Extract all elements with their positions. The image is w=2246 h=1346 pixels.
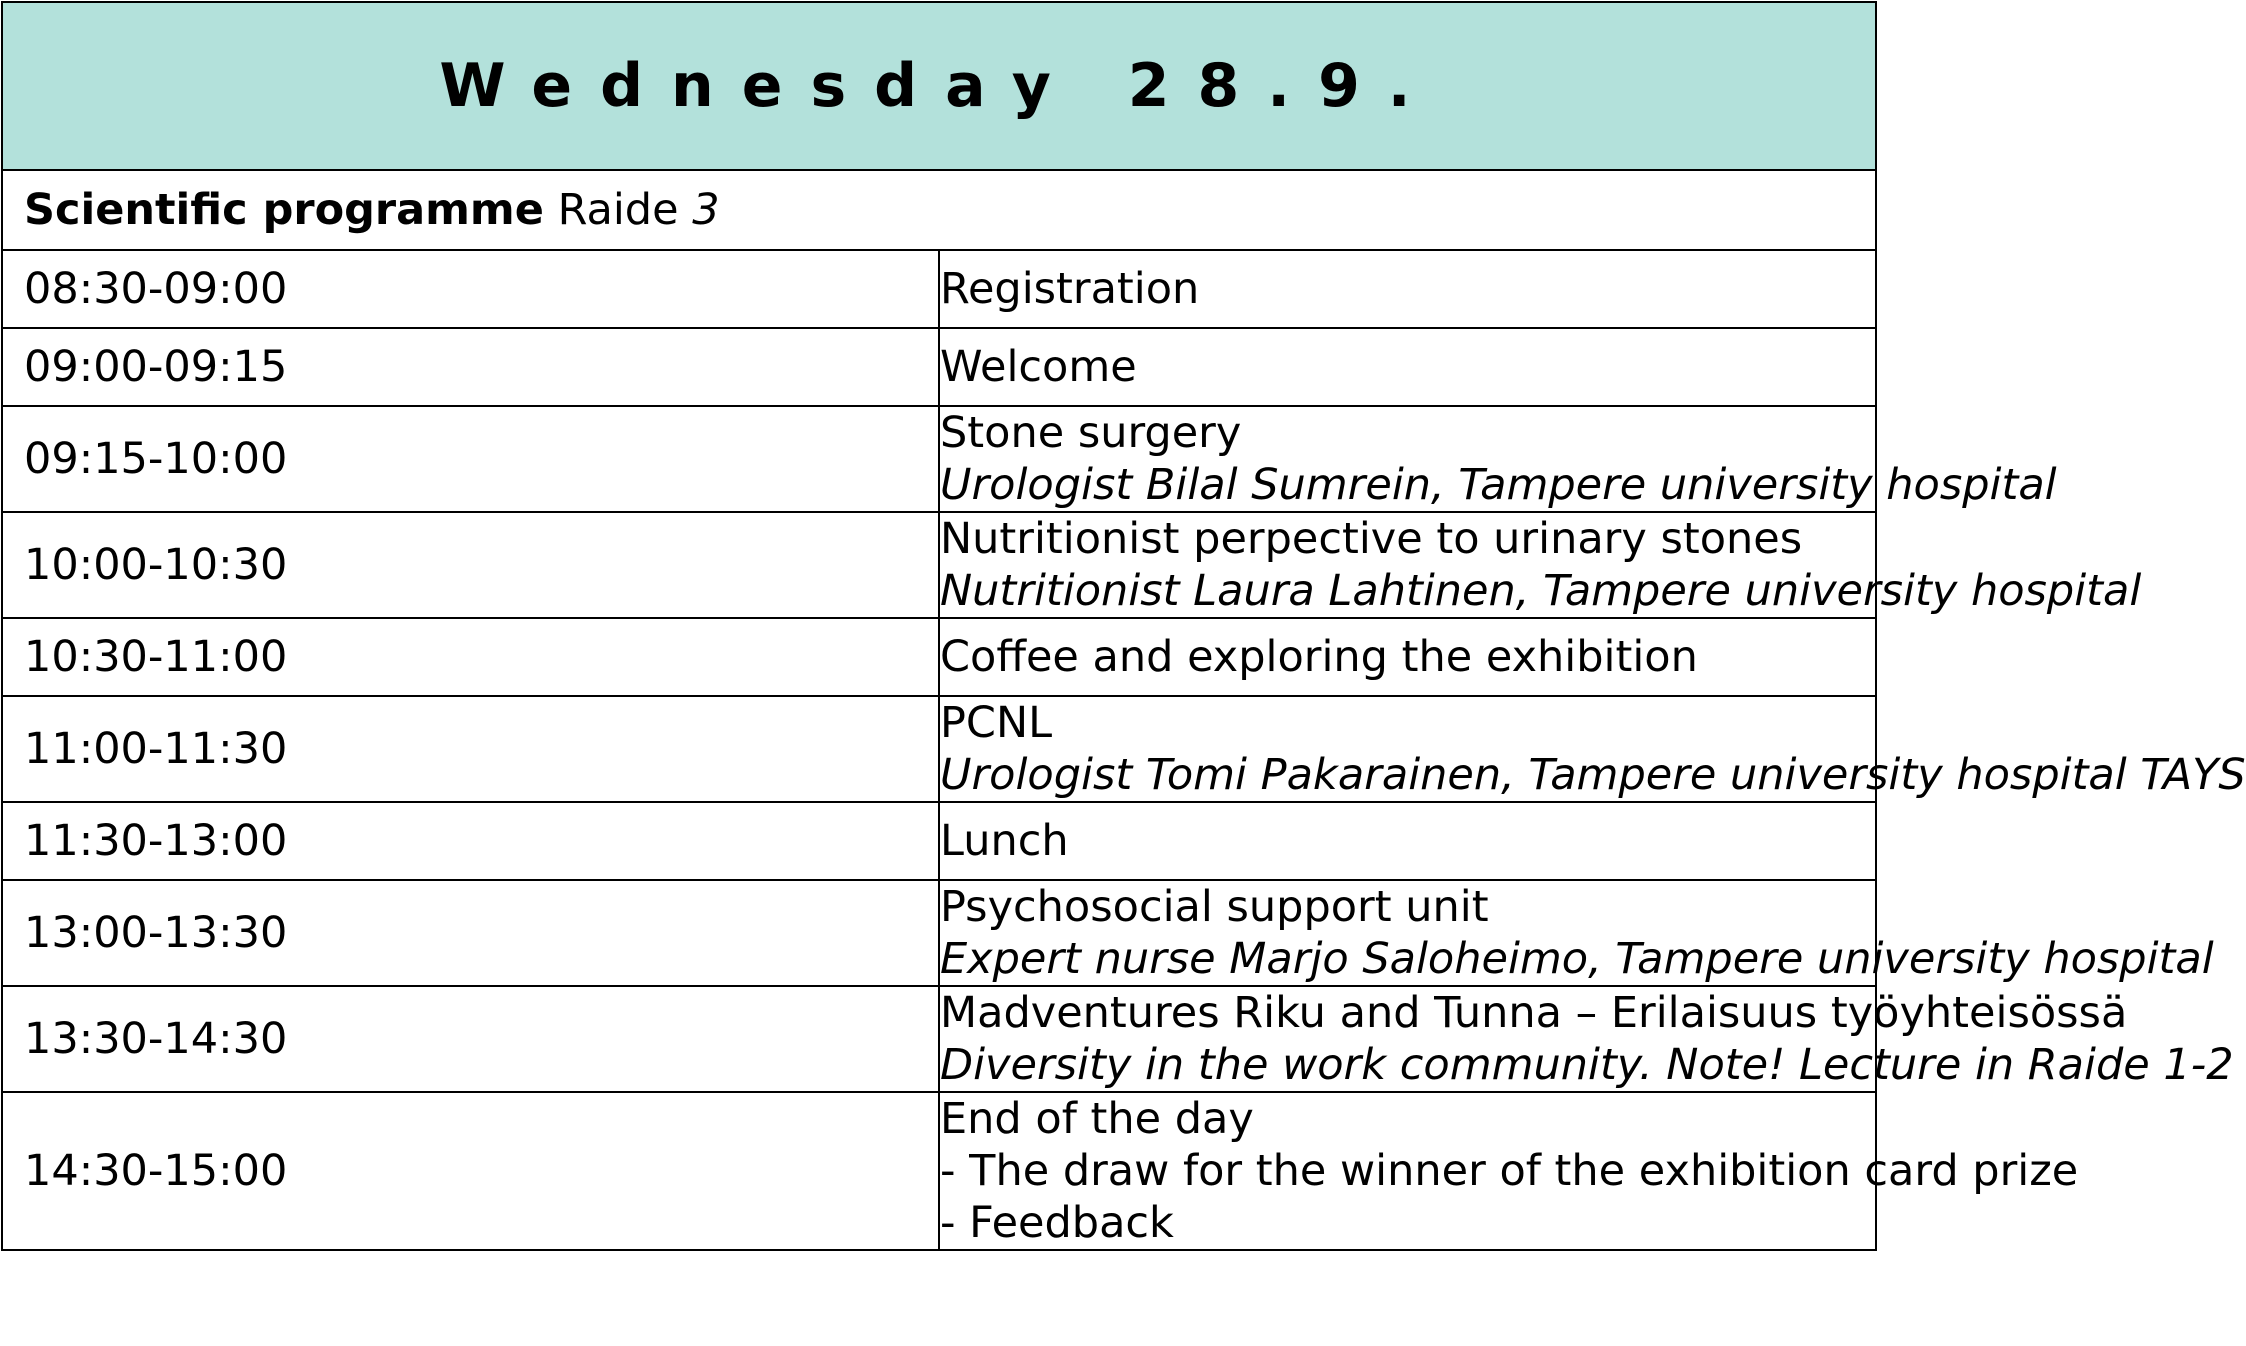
- session-entry: [939, 328, 1876, 406]
- session-title: Lunch: [940, 816, 1069, 866]
- session-detail: - Feedback: [940, 1198, 1174, 1248]
- session-entry: [939, 880, 2214, 986]
- session-speaker: Expert nurse Marjo Saloheimo, Tampere university hospital: [940, 934, 2214, 984]
- session-speaker: Diversity in the work community. Note! Lecture in Raide 1-2: [940, 1040, 2234, 1090]
- session-detail: - The draw for the winner of the exhibition card prize: [940, 1146, 2079, 1196]
- session-time: 10:00-10:30: [2, 512, 939, 618]
- session-time: 10:30-11:00: [2, 618, 939, 696]
- session-entry: [939, 696, 2246, 802]
- programme-heading: [2, 170, 1876, 250]
- session-time: 09:00-09:15: [2, 328, 939, 406]
- session-row: [2, 618, 1876, 696]
- session-row: [2, 512, 1876, 618]
- session-row: [2, 880, 1876, 986]
- session-row: [2, 1092, 1876, 1250]
- schedule-table: [1, 1, 2246, 1251]
- session-time: 14:30-15:00: [2, 1092, 939, 1250]
- session-entry: [939, 406, 2057, 512]
- session-row: [2, 328, 1876, 406]
- session-title: Psychosocial support unit: [940, 882, 1489, 932]
- session-speaker: Nutritionist Laura Lahtinen, Tampere university hospital: [940, 566, 2142, 616]
- title-row: [2, 2, 1876, 170]
- venue-number: 3: [692, 184, 720, 235]
- session-time: 08:30-09:00: [2, 250, 939, 328]
- session-row: [2, 802, 1876, 880]
- session-entry: [939, 986, 2234, 1092]
- session-speaker: Urologist Tomi Pakarainen, Tampere university hospital TAYS: [940, 750, 2246, 800]
- session-time: 09:15-10:00: [2, 406, 939, 512]
- session-speaker: Urologist Bilal Sumrein, Tampere university hospital: [940, 460, 2057, 510]
- session-entry: [939, 250, 1876, 328]
- programme-label: Scientific programme: [24, 184, 544, 235]
- subheader-row: [2, 170, 1876, 250]
- session-title: Coffee and exploring the exhibition: [940, 632, 1698, 682]
- session-entry: [939, 802, 1876, 880]
- session-time: 11:30-13:00: [2, 802, 939, 880]
- session-entry: [939, 1092, 2079, 1250]
- session-title: Welcome: [940, 342, 1137, 392]
- session-time: 11:00-11:30: [2, 696, 939, 802]
- session-time: 13:00-13:30: [2, 880, 939, 986]
- session-title: Stone surgery: [940, 408, 1242, 458]
- session-title: PCNL: [940, 698, 1053, 748]
- session-title: End of the day: [940, 1094, 1254, 1144]
- session-entry: [939, 618, 1876, 696]
- session-row: [2, 250, 1876, 328]
- page-title: Wednesday 28.9.: [2, 2, 1876, 170]
- session-entry: [939, 512, 2142, 618]
- venue-label: Raide: [543, 184, 693, 235]
- session-title: Registration: [940, 264, 1200, 314]
- session-title: Madventures Riku and Tunna – Erilaisuus työyhteisössä: [940, 988, 2128, 1038]
- session-row: [2, 986, 1876, 1092]
- session-row: [2, 406, 1876, 512]
- session-time: 13:30-14:30: [2, 986, 939, 1092]
- session-row: [2, 696, 1876, 802]
- session-title: Nutritionist perpective to urinary stones: [940, 514, 1803, 564]
